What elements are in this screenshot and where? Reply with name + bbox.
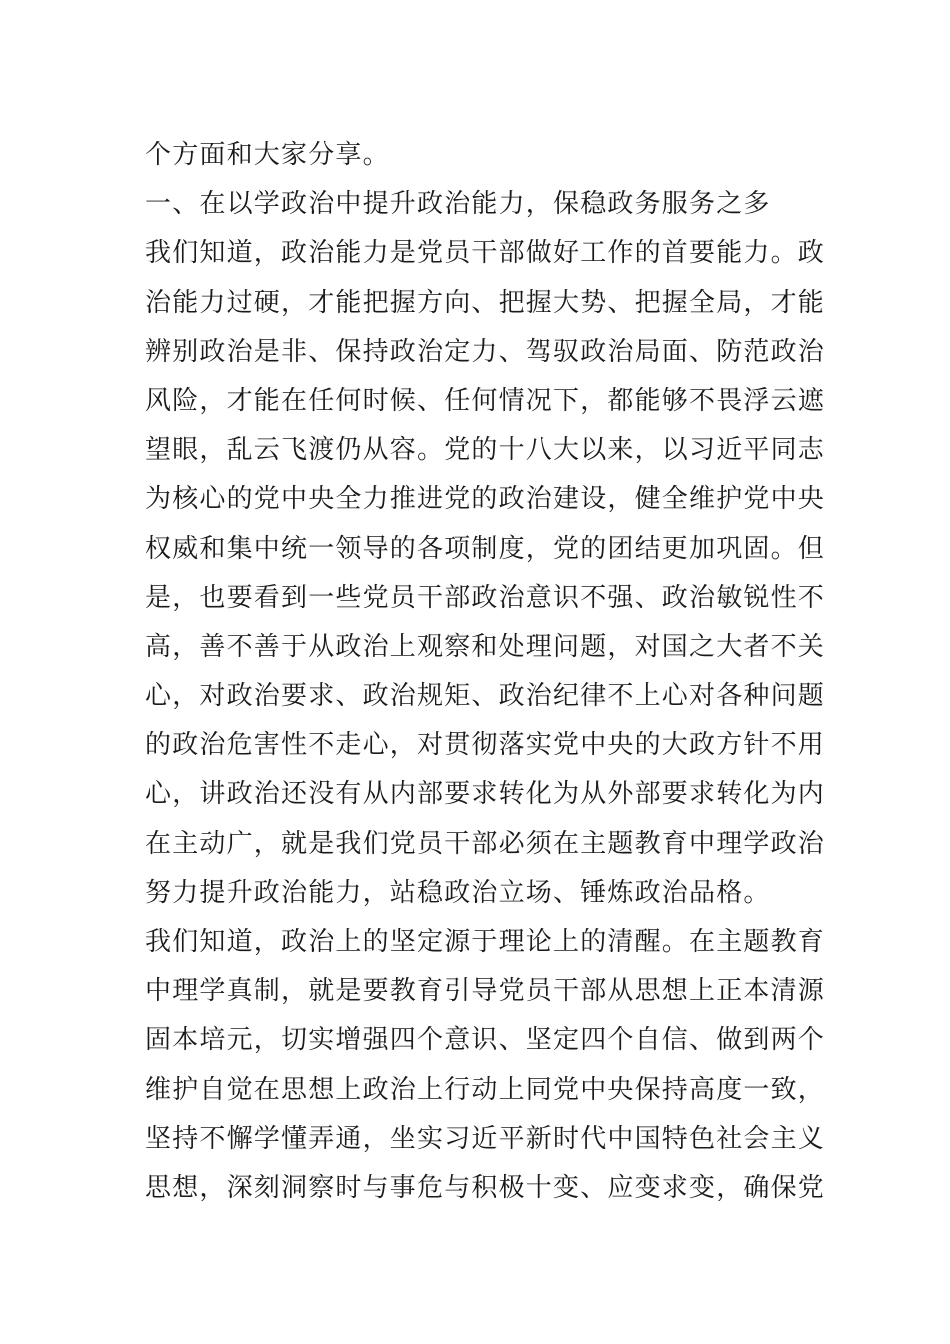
text-line: 为核心的党中央全力推进党的政治建设，健全维护党中央 bbox=[145, 484, 826, 515]
text-line: 的政治危害性不走心，对贯彻落实党中央的大政方针不用 bbox=[145, 730, 826, 761]
text-line: 在主动广，就是我们党员干部必须在主题教育中理学政治 bbox=[145, 828, 826, 859]
text-line: 权威和集中统一领导的各项制度，党的团结更加巩固。但 bbox=[145, 533, 826, 564]
text-line: 维护自觉在思想上政治上行动上同党中央保持高度一致， bbox=[145, 1074, 826, 1105]
text-line: 是，也要看到一些党员干部政治意识不强、政治敏锐性不 bbox=[145, 582, 826, 613]
text-line: 风险，才能在任何时候、任何情况下，都能够不畏浮云遮 bbox=[145, 385, 826, 416]
text-line: 治能力过硬，才能把握方向、把握大势、把握全局，才能 bbox=[145, 287, 826, 318]
text-line: 心，对政治要求、政治规矩、政治纪律不上心对各种问题 bbox=[145, 681, 826, 712]
text-line: 中理学真制，就是要教育引导党员干部从思想上正本清源 bbox=[145, 976, 826, 1007]
text-line: 努力提升政治能力，站稳政治立场、锤炼政治品格。 bbox=[145, 877, 771, 908]
text-line: 坚持不懈学懂弄通，坐实习近平新时代中国特色社会主义 bbox=[145, 1123, 826, 1154]
text-line: 固本培元，切实增强四个意识、坚定四个自信、做到两个 bbox=[145, 1025, 826, 1056]
section-heading: 一、在以学政治中提升政治能力，保稳政务服务之多 bbox=[145, 189, 771, 220]
text-line: 心，讲政治还没有从内部要求转化为从外部要求转化为内 bbox=[145, 779, 826, 810]
document-body bbox=[145, 131, 826, 1213]
text-line: 高，善不善于从政治上观察和处理问题，对国之大者不关 bbox=[145, 631, 826, 662]
text-line: 辨别政治是非、保持政治定力、驾驭政治局面、防范政治 bbox=[145, 336, 826, 367]
text-line: 个方面和大家分享。 bbox=[145, 140, 390, 170]
text-line: 望眼，乱云飞渡仍从容。党的十八大以来，以习近平同志 bbox=[145, 435, 826, 466]
text-line: 我们知道，政治上的坚定源于理论上的清醒。在主题教育 bbox=[145, 927, 826, 957]
text-line: 思想，深刻洞察时与事危与积极十变、应变求变，确保党 bbox=[145, 1172, 826, 1203]
text-line: 我们知道，政治能力是党员干部做好工作的首要能力。政 bbox=[145, 238, 826, 269]
